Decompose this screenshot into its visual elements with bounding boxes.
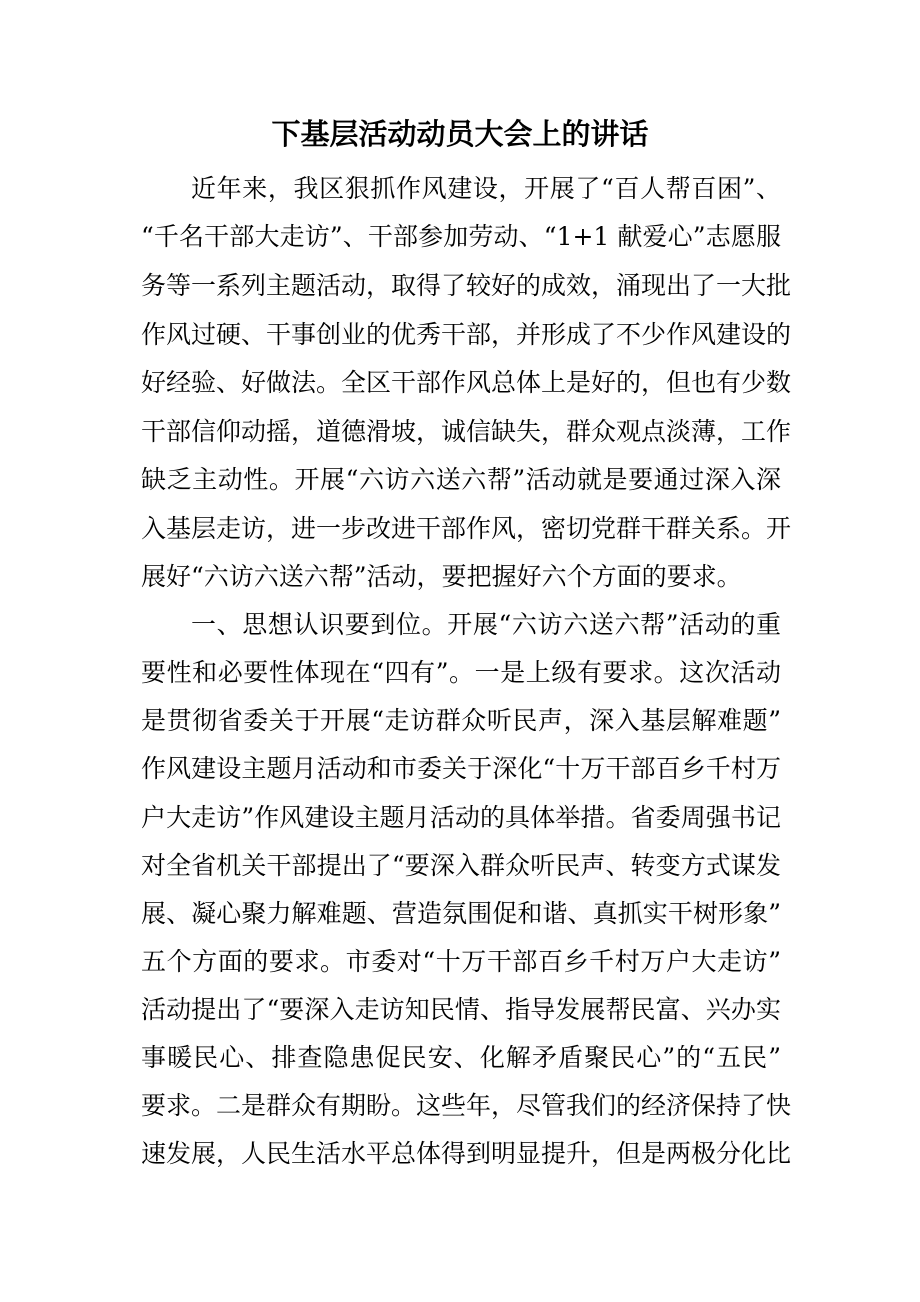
paragraph-2-line-11: 要求。二是群众有期盼。这些年，尽管我们的经济保持了快: [141, 1091, 792, 1120]
document-title: 下基层活动动员大会上的讲话: [271, 117, 649, 151]
paragraph-2-line-9: 活动提出了“要深入走访知民情、指导发展帮民富、兴办实: [141, 995, 781, 1024]
paragraph-1-line-5: 好经验、好做法。全区干部作风总体上是好的，但也有少数: [141, 368, 792, 397]
paragraph-2-line-10: 事暖民心、排查隐患促民安、化解矛盾聚民心”的“五民”: [141, 1043, 781, 1072]
paragraph-1-line-7: 缺乏主动性。开展“六访六送六帮”活动就是要通过深入深: [141, 465, 781, 494]
paragraph-2-line-6: 对全省机关干部提出了“要深入群众听民声、转变方式谋发: [141, 851, 781, 880]
paragraph-2-line-8: 五个方面的要求。市委对“十万干部百乡千村万户大走访”: [141, 947, 781, 976]
paragraph-2-line-12: 速发展，人民生活水平总体得到明显提升，但是两极分化比: [141, 1139, 792, 1168]
paragraph-2-line-5: 户大走访”作风建设主题月活动的具体举措。省委周强书记: [141, 803, 781, 832]
paragraph-1-line-1: 近年来，我区狠抓作风建设，开展了“百人帮百困”、: [191, 174, 781, 203]
paragraph-1-line-3: 务等一系列主题活动，取得了较好的成效，涌现出了一大批: [141, 271, 792, 300]
paragraph-1-line-8: 入基层走访，进一步改进干部作风，密切党群干群关系。开: [141, 514, 792, 543]
paragraph-2-line-1: 一、思想认识要到位。开展“六访六送六帮”活动的重: [191, 610, 781, 639]
paragraph-2-line-3: 是贯彻省委关于开展“走访群众听民声，深入基层解难题”: [141, 706, 781, 735]
paragraph-1-line-4: 作风过硬、干事创业的优秀干部，并形成了不少作风建设的: [141, 320, 792, 349]
paragraph-2-line-2: 要性和必要性体现在“四有”。一是上级有要求。这次活动: [141, 658, 781, 687]
paragraph-2-line-4: 作风建设主题月活动和市委关于深化“十万干部百乡千村万: [141, 754, 781, 783]
paragraph-1-line-9: 展好“六访六送六帮”活动，要把握好六个方面的要求。: [141, 562, 742, 591]
paragraph-1-line-6: 干部信仰动摇，道德滑坡，诚信缺失，群众观点淡薄，工作: [141, 417, 792, 446]
paragraph-2-line-7: 展、凝心聚力解难题、营造氛围促和谐、真抓实干树形象”: [141, 899, 781, 928]
paragraph-1-line-2: “千名干部大走访”、干部参加劳动、“1+1 献爱心”志愿服: [141, 222, 781, 251]
